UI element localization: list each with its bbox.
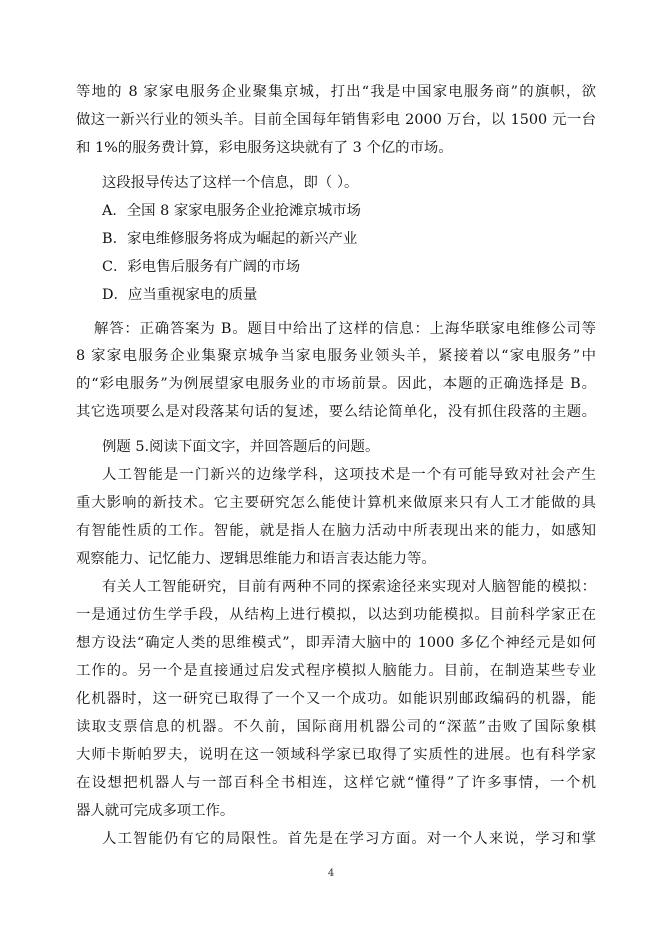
passage-line: 人工智能是一门新兴的边缘学科，这项技术是一个有可能导致对社会产生 <box>102 467 596 483</box>
page-number: 4 <box>327 868 335 879</box>
option-b: B．家电维修服务将成为崛起的新兴产业 <box>102 231 358 247</box>
passage-line: 读取支票信息的机器。不久前，国际商用机器公司的“深蓝”击败了国际象棋 <box>76 719 596 735</box>
option-a: A．全国 8 家家电服务企业抢滩京城市场 <box>102 203 361 219</box>
passage-line: 大师卡斯帕罗夫，说明在这一领域科学家已取得了实质性的进展。也有科学家 <box>76 747 596 763</box>
passage-line: 有关人工智能研究，目前有两种不同的探索途径来实现对人脑智能的模拟： <box>102 579 596 595</box>
text-line: 等地的 8 家家电服务企业聚集京城，打出“我是中国家电服务商”的旗帜，欲 <box>76 84 596 100</box>
passage-line: 在设想把机器人与一部百科全书相连，这样它就“懂得”了许多事情，一个机 <box>76 775 596 791</box>
passage-line: 工作的。另一个是直接通过启发式程序模拟人脑能力。目前，在制造某些专业 <box>76 663 596 679</box>
passage-line: 人工智能仍有它的局限性。首先是在学习方面。对一个人来说，学习和掌 <box>102 831 596 847</box>
passage-line: 一是通过仿生学手段，从结构上进行模拟，以达到功能模拟。目前科学家正在 <box>76 607 596 623</box>
example-heading: 例题 5.阅读下面文字，并回答题后的问题。 <box>102 439 380 455</box>
answer-line: 8 家家电服务企业集聚京城争当家电服务业领头羊，紧接着以“家电服务”中 <box>76 348 596 364</box>
passage-line: 想方设法“确定人类的思维模式”，即弄清大脑中的 1000 多亿个神经元是如何 <box>76 635 596 651</box>
text-line: 和 1%的服务费计算，彩电服务这块就有了 3 个亿的市场。 <box>76 140 453 156</box>
option-d: D．应当重视家电的质量 <box>102 287 258 303</box>
passage-line: 观察能力、记忆能力、逻辑思维能力和语言表达能力等。 <box>76 551 436 567</box>
answer-line: 的“彩电服务”为例展望家电服务业的市场前景。因此，本题的正确选择是 B。 <box>76 376 596 392</box>
answer-line: 解答：正确答案为 B。题目中给出了这样的信息：上海华联家电维修公司等 <box>94 321 596 337</box>
passage-line: 器人就可完成多项工作。 <box>76 803 235 819</box>
passage-line: 化机器时，这一研究已取得了一个又一个成功。如能识别邮政编码的机器，能 <box>76 691 596 707</box>
text-line: 做这一新兴行业的领头羊。目前全国每年销售彩电 2000 万台，以 1500 元一台 <box>76 112 596 128</box>
option-c: C．彩电售后服务有广阔的市场 <box>102 259 301 275</box>
question-stem: 这段报导传达了这样一个信息，即（ ）。 <box>102 175 359 191</box>
passage-line: 重大影响的新技术。它主要研究怎么能使计算机来做原来只有人工才能做的具 <box>76 495 596 511</box>
answer-line: 其它选项要么是对段落某句话的复述，要么结论简单化，没有抓住段落的主题。 <box>76 404 596 420</box>
passage-line: 有智能性质的工作。智能，就是指人在脑力活动中所表现出来的能力，如感知 <box>76 523 596 539</box>
